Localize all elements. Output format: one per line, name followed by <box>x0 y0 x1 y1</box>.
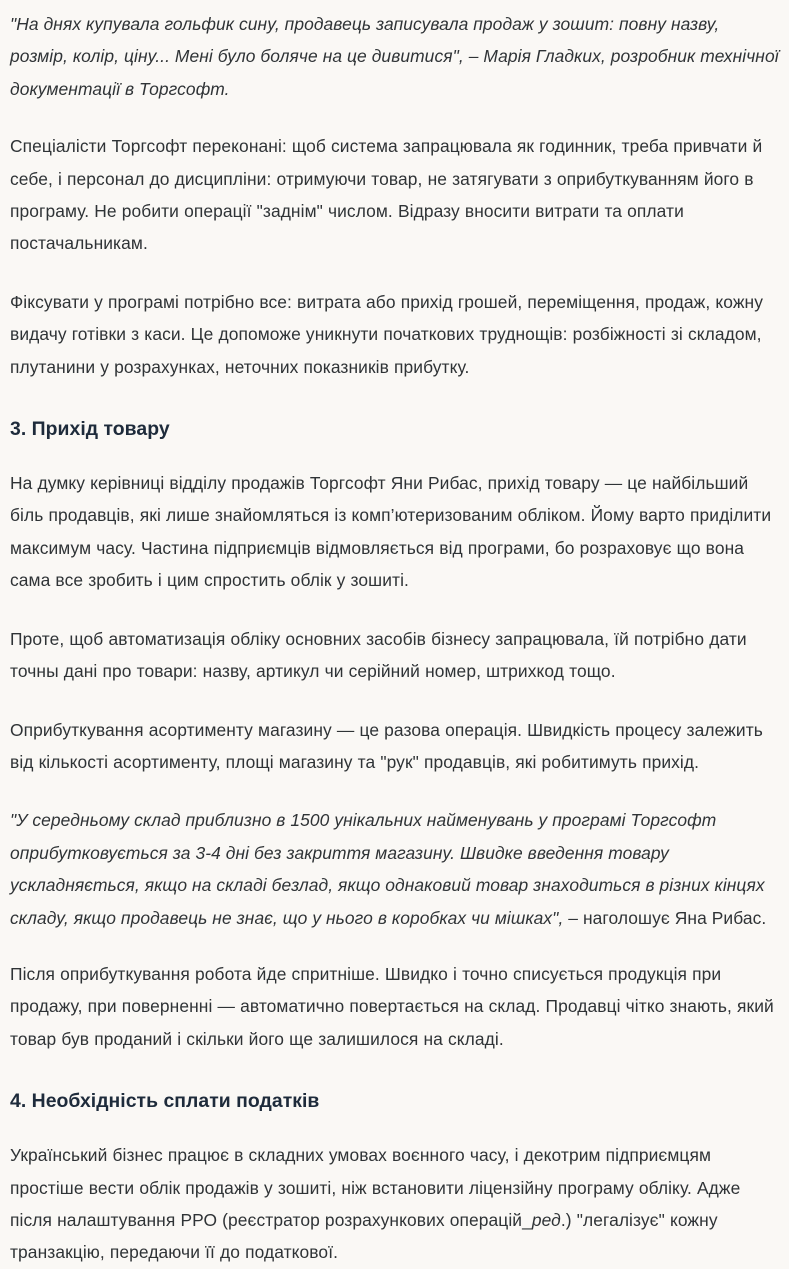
pull-quote-warehouse-text: "У середньому склад приблизно в 1500 унікальних найменувань у програмі Торгсофт оприбутковується за 3-4 дні без закриття магазину. Швидке введення товару ускладняється, якщо на складі безлад, якщо однаковий товар знаходиться в різних кінцях складу, якщо продавець не знає, що у нього в коробках чи мішках", – <box>10 810 765 928</box>
paragraph-specialists-torgsoft: Спеціалісти Торгсофт переконані: щоб система запрацювала як годинник, треба привчати й себе, і персонал до дисципліни: отримуючи товар, не затягувати з оприбуткуванням його в програму. Не робити операції "заднім" числом. Відразу вносити витрати та оплати постачальникам. <box>10 136 763 254</box>
heading-4-tax-obligation: 4. Необхідність сплати податків <box>10 1090 320 1113</box>
paragraph-record-everything: Фіксувати у програмі потрібно все: витрата або прихід грошей, переміщення, продаж, кожну видачу готівки з каси. Це допоможе уникнути початкових труднощів: розбіжності зі складом, плутанини у розрахунках, неточних показників прибутку. <box>10 291 764 377</box>
pull-quote-maria-gladkykh: "На днях купувала гольфик сину, продавець записувала продаж у зошит: повну назву, розмір, колір, ціну... Мені було боляче на це дивитися", – Марія Гладких, розробник технічної документації в Торгсофт. <box>10 14 779 99</box>
paragraph-ukrainian-business-taxes <box>10 1139 779 1269</box>
spacer <box>10 597 779 623</box>
pull-quote-warehouse-attribution: наголошує Яна Рибас. <box>582 907 767 928</box>
heading-3-goods-receipt: 3. Прихід товару <box>10 418 170 441</box>
paragraph-accurate-product-data: Проте, щоб автоматизація обліку основних засобів бізнесу запрацювала, їй потрібно дати точны дані про товари: назву, артикул чи серійний номер, штрихкод тощо. <box>10 628 747 682</box>
paragraph-after-receipt-workflow: Після оприбуткування робота йде спритніше. Швидко і точно списується продукція при продажу, при поверненні — автоматично повертається на склад. Продавці чітко знають, який товар був проданий і скільки його ще залишилося на складі. <box>10 963 774 1049</box>
spacer <box>10 934 779 958</box>
pull-quote-warehouse-1500 <box>10 804 779 934</box>
editor-note-abbreviation: ред <box>531 1209 561 1230</box>
spacer <box>10 442 779 467</box>
spacer <box>10 383 779 416</box>
paragraph-one-time-operation: Оприбуткування асортименту магазину — це разова операція. Швидкість процесу залежить від кількості асортименту, площі магазину та "рук" продавців, які робитимуть прихід. <box>10 719 763 772</box>
spacer <box>10 105 779 130</box>
paragraph-yana-rybas-opinion: На думку керівниці відділу продажів Торгсофт Яни Рибас, прихід товару — це найбільший біль продавців, які лише знайомляться із комп’ютеризованим обліком. Йому варто приділити максимум часу. Частина підприємців відмовляється від програми, бо розраховує що вона сама все зробить і цим спростить облік у зошиті. <box>10 473 772 591</box>
spacer <box>10 260 779 286</box>
spacer <box>10 1055 779 1088</box>
spacer <box>10 778 779 804</box>
paragraph-taxes-part-two: .) "легалізує" кожну транзакцію, передаючи її до податкової. <box>10 1209 718 1263</box>
spacer <box>10 1114 779 1139</box>
paragraph-taxes-part-one: Український бізнес працює в складних умовах воєнного часу, і декотрим підприємцям простіше вести облік продажів у зошиті, ніж встановити ліцензійну програму обліку. Адже після налаштування РРО (реєстратор розрахункових операцій_ <box>10 1145 741 1230</box>
spacer <box>10 688 779 714</box>
